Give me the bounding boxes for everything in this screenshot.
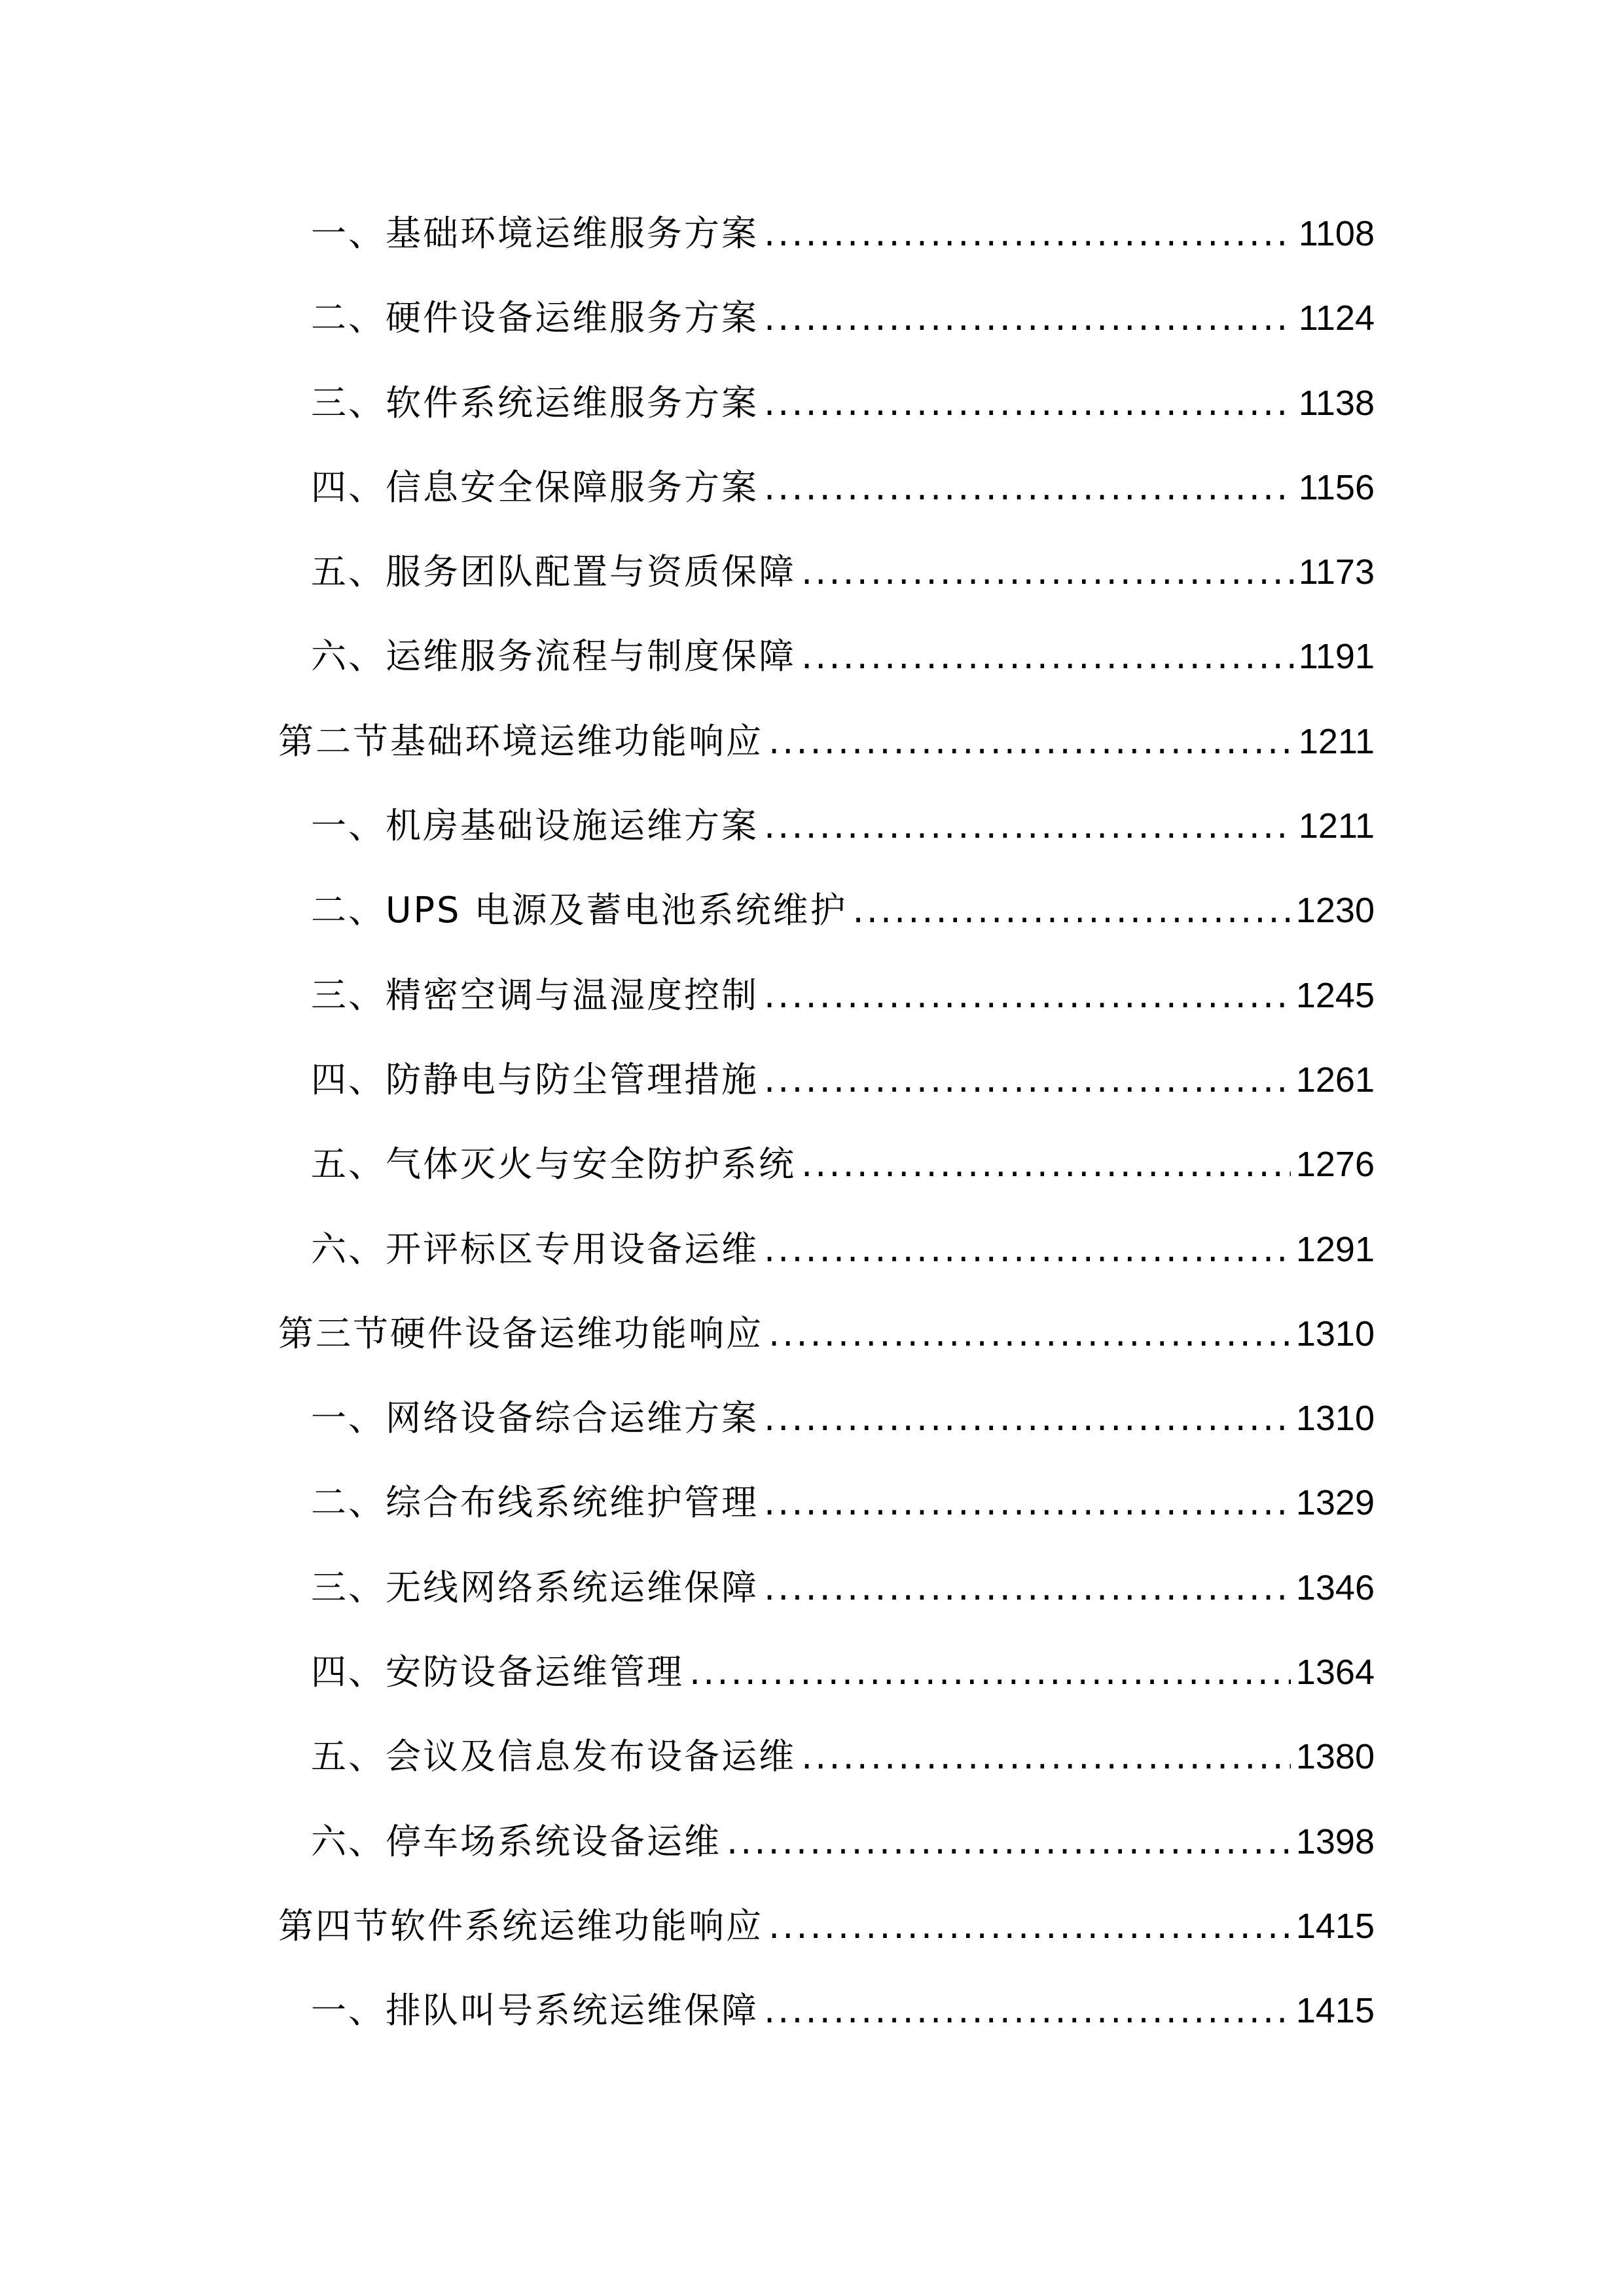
dot-leader	[764, 1401, 1291, 1436]
dot-leader	[764, 470, 1293, 505]
toc-entry[interactable]	[278, 1551, 1375, 1635]
toc-entry[interactable]	[278, 535, 1375, 619]
toc-entry-title: 一、排队叫号系统运维保障	[311, 1990, 759, 2032]
dot-leader	[764, 1062, 1291, 1098]
toc-entry[interactable]	[278, 1381, 1375, 1465]
toc-entry[interactable]	[278, 958, 1375, 1043]
toc-entry[interactable]	[278, 873, 1375, 958]
toc-entry-title: 第四节软件系统运维功能响应	[278, 1905, 763, 1946]
toc-entry[interactable]	[278, 1635, 1375, 1719]
toc-entry-page: 1191	[1298, 637, 1375, 677]
toc-entry-title: 五、服务团队配置与资质保障	[311, 551, 796, 593]
toc-entry[interactable]	[278, 1804, 1375, 1889]
dot-leader	[764, 1232, 1291, 1267]
toc-entry-title: 四、信息安全保障服务方案	[311, 466, 759, 508]
dot-leader	[689, 1655, 1291, 1690]
toc-entry[interactable]	[278, 196, 1375, 281]
toc-entry-page: 1415	[1295, 1906, 1375, 1946]
dot-leader	[768, 724, 1293, 759]
dot-leader	[801, 1739, 1291, 1774]
dot-leader	[764, 216, 1293, 251]
toc-entry-page: 1291	[1295, 1229, 1375, 1269]
toc-section-entry[interactable]	[278, 1297, 1375, 1381]
toc-entry-page: 1261	[1295, 1060, 1375, 1100]
toc-entry-title: 三、无线网络系统运维保障	[311, 1566, 759, 1608]
toc-entry-page: 1329	[1295, 1483, 1375, 1523]
toc-entry[interactable]	[278, 450, 1375, 535]
toc-entry-page: 1173	[1298, 552, 1375, 592]
toc-entry-title: 三、精密空调与温湿度控制	[311, 974, 759, 1016]
toc-entry-page: 1211	[1298, 806, 1375, 846]
toc-entry-page: 1108	[1298, 214, 1375, 253]
toc-section-entry[interactable]	[278, 704, 1375, 789]
dot-leader	[853, 893, 1291, 928]
dot-leader	[764, 1993, 1291, 2028]
toc-entry-page: 1276	[1295, 1145, 1375, 1185]
toc-section-entry[interactable]	[278, 1889, 1375, 1973]
dot-leader	[768, 1316, 1291, 1352]
dot-leader	[764, 808, 1293, 844]
dot-leader	[764, 978, 1291, 1013]
table-of-contents	[278, 196, 1375, 2058]
toc-entry-title: 五、会议及信息发布设备运维	[311, 1736, 796, 1778]
dot-leader	[801, 1147, 1291, 1182]
toc-entry-title: 四、安防设备运维管理	[311, 1651, 684, 1693]
toc-entry[interactable]	[278, 1465, 1375, 1550]
toc-entry-page: 1245	[1295, 975, 1375, 1015]
toc-entry[interactable]	[278, 366, 1375, 450]
toc-entry[interactable]	[278, 1973, 1375, 2058]
dot-leader	[764, 386, 1293, 421]
toc-entry[interactable]	[278, 1719, 1375, 1804]
toc-entry-title: 一、网络设备综合运维方案	[311, 1397, 759, 1439]
toc-entry-page: 1380	[1295, 1737, 1375, 1777]
toc-entry[interactable]	[278, 1043, 1375, 1127]
toc-entry-page: 1415	[1295, 1991, 1375, 2031]
dot-leader	[764, 1485, 1291, 1520]
toc-entry-title: 三、软件系统运维服务方案	[311, 382, 759, 423]
toc-entry-title: 六、运维服务流程与制度保障	[311, 636, 796, 677]
toc-entry-page: 1398	[1295, 1821, 1375, 1861]
dot-leader	[764, 1570, 1291, 1605]
toc-entry-title: 二、UPS 电源及蓄电池系统维护	[311, 889, 848, 931]
dot-leader	[764, 300, 1293, 336]
toc-entry-title: 一、机房基础设施运维方案	[311, 805, 759, 847]
toc-entry-title: 第三节硬件设备运维功能响应	[278, 1312, 763, 1354]
toc-entry[interactable]	[278, 619, 1375, 704]
toc-entry-page: 1124	[1298, 298, 1375, 338]
toc-entry[interactable]	[278, 281, 1375, 365]
toc-entry-page: 1346	[1295, 1568, 1375, 1607]
toc-entry-title: 四、防静电与防尘管理措施	[311, 1058, 759, 1100]
toc-entry-page: 1138	[1298, 383, 1375, 423]
toc-entry-title: 一、基础环境运维服务方案	[311, 213, 759, 254]
toc-entry-title: 五、气体灭火与安全防护系统	[311, 1143, 796, 1185]
toc-entry-page: 1310	[1295, 1399, 1375, 1439]
toc-entry-title: 第二节基础环境运维功能响应	[278, 720, 763, 762]
toc-entry-title: 二、综合布线系统维护管理	[311, 1482, 759, 1524]
dot-leader	[801, 554, 1293, 590]
toc-entry-page: 1310	[1295, 1314, 1375, 1354]
toc-entry-page: 1156	[1298, 467, 1375, 507]
toc-entry[interactable]	[278, 1127, 1375, 1211]
toc-entry[interactable]	[278, 789, 1375, 873]
toc-entry-title: 二、硬件设备运维服务方案	[311, 297, 759, 339]
dot-leader	[768, 1909, 1291, 1944]
toc-entry[interactable]	[278, 1212, 1375, 1297]
toc-entry-page: 1230	[1295, 891, 1375, 931]
toc-entry-title: 六、停车场系统设备运维	[311, 1820, 721, 1862]
toc-entry-page: 1364	[1295, 1653, 1375, 1693]
toc-entry-page: 1211	[1298, 721, 1375, 761]
dot-leader	[727, 1824, 1291, 1859]
toc-entry-title: 六、开评标区专用设备运维	[311, 1228, 759, 1270]
dot-leader	[801, 639, 1293, 674]
